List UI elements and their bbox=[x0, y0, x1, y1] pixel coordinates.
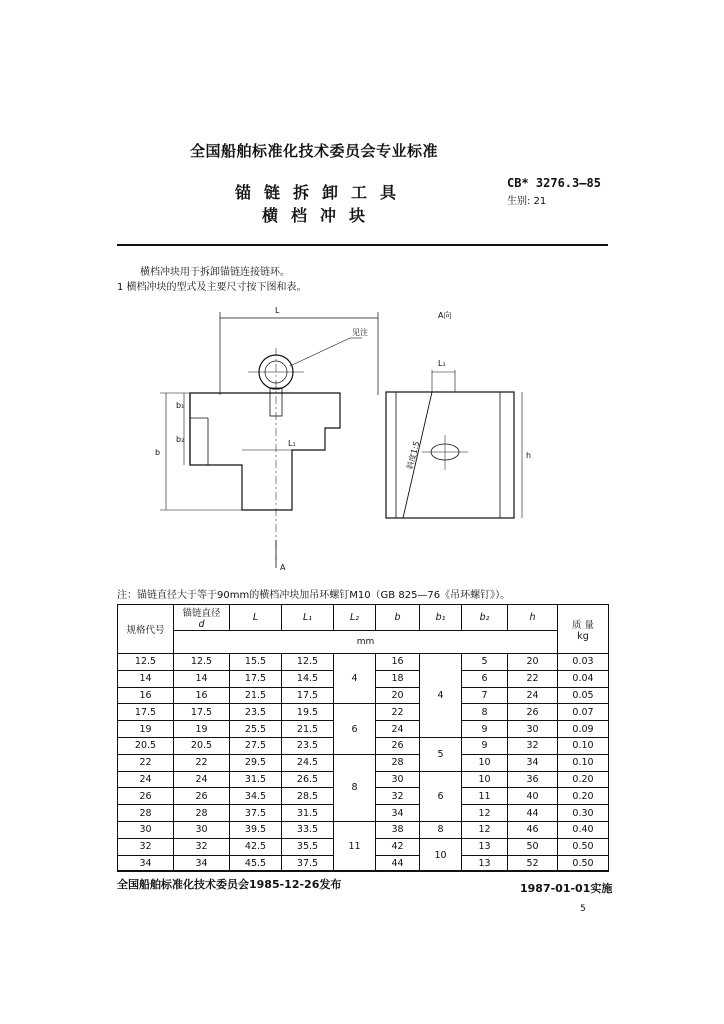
cell-kg: 0.10 bbox=[558, 737, 609, 754]
cell-L: 37.5 bbox=[230, 805, 282, 822]
technical-drawing bbox=[150, 300, 550, 585]
cell-code: 19 bbox=[118, 721, 174, 738]
cell-code: 30 bbox=[118, 821, 174, 838]
cell-L1: 24.5 bbox=[282, 754, 334, 771]
cell-code: 20.5 bbox=[118, 737, 174, 754]
cell-d: 16 bbox=[174, 687, 230, 704]
fig-label-b1: b₁ bbox=[176, 401, 185, 410]
cell-b: 44 bbox=[376, 855, 420, 872]
side-outline bbox=[386, 392, 514, 518]
cell-h: 52 bbox=[508, 855, 558, 872]
section-1-paragraph: 1 横档冲块的型式及主要尺寸按下图和表。 bbox=[117, 282, 307, 293]
cell-h: 24 bbox=[508, 687, 558, 704]
th-b1: b₁ bbox=[420, 605, 462, 631]
cell-L1: 28.5 bbox=[282, 788, 334, 805]
table-row bbox=[118, 821, 609, 838]
cell-b1: 10 bbox=[420, 838, 462, 872]
fig-label-L1b: L₁ bbox=[438, 359, 446, 368]
cell-L1: 21.5 bbox=[282, 721, 334, 738]
cell-d: 34 bbox=[174, 855, 230, 872]
table-row bbox=[118, 704, 609, 721]
cell-L: 17.5 bbox=[230, 670, 282, 687]
cell-code: 16 bbox=[118, 687, 174, 704]
cell-d: 26 bbox=[174, 788, 230, 805]
cell-code: 32 bbox=[118, 838, 174, 855]
front-view bbox=[160, 312, 378, 568]
cell-L2: 6 bbox=[334, 704, 376, 754]
cell-b2: 13 bbox=[462, 855, 508, 872]
table-row bbox=[118, 754, 609, 771]
cell-b1: 5 bbox=[420, 737, 462, 771]
cell-d: 19 bbox=[174, 721, 230, 738]
cell-code: 14 bbox=[118, 670, 174, 687]
cell-d: 28 bbox=[174, 805, 230, 822]
cell-kg: 0.20 bbox=[558, 788, 609, 805]
cell-b1: 4 bbox=[420, 654, 462, 738]
front-outline bbox=[190, 393, 340, 510]
figure-note: 注：锚链直径大于等于90mm的横档冲块加吊环螺钉M10（GB 825—76《吊环螺钉》）。 bbox=[117, 590, 511, 601]
th-h: h bbox=[508, 605, 558, 631]
cell-kg: 0.10 bbox=[558, 754, 609, 771]
page-number: 5 bbox=[580, 904, 586, 914]
cell-b1: 6 bbox=[420, 771, 462, 821]
fig-label-view: A向 bbox=[438, 311, 452, 320]
cell-code: 24 bbox=[118, 771, 174, 788]
cell-L1: 35.5 bbox=[282, 838, 334, 855]
cell-b: 38 bbox=[376, 821, 420, 838]
cell-h: 44 bbox=[508, 805, 558, 822]
cell-b: 28 bbox=[376, 754, 420, 771]
cell-L1: 33.5 bbox=[282, 821, 334, 838]
cell-code: 34 bbox=[118, 855, 174, 872]
intro-paragraph: 横档冲块用于拆卸锚链连接链环。 bbox=[140, 267, 290, 278]
cell-b2: 11 bbox=[462, 788, 508, 805]
cell-kg: 0.20 bbox=[558, 771, 609, 788]
cell-b: 24 bbox=[376, 721, 420, 738]
cell-b: 20 bbox=[376, 687, 420, 704]
cell-L: 25.5 bbox=[230, 721, 282, 738]
cell-L2: 8 bbox=[334, 754, 376, 821]
org-standard-title: 全国船舶标准化技术委员会专业标准 bbox=[190, 142, 439, 160]
cell-d: 24 bbox=[174, 771, 230, 788]
cell-code: 28 bbox=[118, 805, 174, 822]
cell-kg: 0.09 bbox=[558, 721, 609, 738]
effective-date: 1987-01-01实施 bbox=[520, 882, 613, 895]
cell-L1: 14.5 bbox=[282, 670, 334, 687]
cell-L: 27.5 bbox=[230, 737, 282, 754]
cell-b2: 12 bbox=[462, 821, 508, 838]
cell-d: 12.5 bbox=[174, 654, 230, 671]
cell-b: 26 bbox=[376, 737, 420, 754]
cell-kg: 0.50 bbox=[558, 855, 609, 872]
th-b: b bbox=[376, 605, 420, 631]
cell-h: 22 bbox=[508, 670, 558, 687]
cell-L: 21.5 bbox=[230, 687, 282, 704]
cell-h: 20 bbox=[508, 654, 558, 671]
cell-code: 26 bbox=[118, 788, 174, 805]
cell-L1: 26.5 bbox=[282, 771, 334, 788]
cell-b: 32 bbox=[376, 788, 420, 805]
cell-h: 36 bbox=[508, 771, 558, 788]
cell-b2: 7 bbox=[462, 687, 508, 704]
cell-L: 15.5 bbox=[230, 654, 282, 671]
fig-label-A: A bbox=[280, 563, 286, 572]
cell-b2: 6 bbox=[462, 670, 508, 687]
cell-h: 40 bbox=[508, 788, 558, 805]
cell-L: 23.5 bbox=[230, 704, 282, 721]
cell-code: 12.5 bbox=[118, 654, 174, 671]
cell-b2: 5 bbox=[462, 654, 508, 671]
doc-title-line2: 横档冲块 bbox=[262, 206, 379, 225]
th-b2: b₂ bbox=[462, 605, 508, 631]
cell-b2: 8 bbox=[462, 704, 508, 721]
cell-L: 39.5 bbox=[230, 821, 282, 838]
cell-L1: 12.5 bbox=[282, 654, 334, 671]
cell-h: 30 bbox=[508, 721, 558, 738]
cell-kg: 0.07 bbox=[558, 704, 609, 721]
cell-kg: 0.05 bbox=[558, 687, 609, 704]
cell-L2: 11 bbox=[334, 821, 376, 871]
cell-h: 34 bbox=[508, 754, 558, 771]
th-L2: L₂ bbox=[334, 605, 376, 631]
cell-d: 20.5 bbox=[174, 737, 230, 754]
cell-L1: 17.5 bbox=[282, 687, 334, 704]
cell-L: 31.5 bbox=[230, 771, 282, 788]
cell-b: 16 bbox=[376, 654, 420, 671]
cell-d: 22 bbox=[174, 754, 230, 771]
th-L1: L₁ bbox=[282, 605, 334, 631]
cell-b: 18 bbox=[376, 670, 420, 687]
fig-label-slope: 斜度1:5 bbox=[405, 440, 422, 471]
th-mass: 质 量 kg bbox=[558, 605, 609, 654]
fig-label-note: 见注 bbox=[352, 328, 368, 337]
cell-kg: 0.04 bbox=[558, 670, 609, 687]
footer-rule bbox=[117, 870, 608, 872]
cell-code: 17.5 bbox=[118, 704, 174, 721]
cell-b: 30 bbox=[376, 771, 420, 788]
cell-L1: 23.5 bbox=[282, 737, 334, 754]
cell-b1: 8 bbox=[420, 821, 462, 838]
cell-d: 30 bbox=[174, 821, 230, 838]
cell-kg: 0.30 bbox=[558, 805, 609, 822]
issued-date: 全国船舶标准化技术委员会1985-12-26发布 bbox=[117, 878, 342, 891]
table-row bbox=[118, 654, 609, 671]
cell-b2: 9 bbox=[462, 721, 508, 738]
cell-L1: 31.5 bbox=[282, 805, 334, 822]
cell-kg: 0.03 bbox=[558, 654, 609, 671]
cell-kg: 0.50 bbox=[558, 838, 609, 855]
cell-L1: 19.5 bbox=[282, 704, 334, 721]
fig-label-L: L bbox=[275, 306, 280, 315]
cell-h: 32 bbox=[508, 737, 558, 754]
classification: 生别: 21 bbox=[507, 196, 547, 207]
cell-L: 45.5 bbox=[230, 855, 282, 872]
cell-b: 42 bbox=[376, 838, 420, 855]
spec-table bbox=[117, 604, 609, 872]
cell-kg: 0.40 bbox=[558, 821, 609, 838]
standard-code: CB* 3276.3—85 bbox=[507, 176, 601, 190]
cell-d: 17.5 bbox=[174, 704, 230, 721]
fig-label-L1: L₁ bbox=[288, 439, 296, 448]
cell-L: 34.5 bbox=[230, 788, 282, 805]
cell-L: 29.5 bbox=[230, 754, 282, 771]
cell-b: 22 bbox=[376, 704, 420, 721]
cell-b: 34 bbox=[376, 805, 420, 822]
th-code: 规格代号 bbox=[118, 605, 174, 654]
fig-label-b: b bbox=[155, 448, 161, 457]
cell-b2: 13 bbox=[462, 838, 508, 855]
cell-b2: 12 bbox=[462, 805, 508, 822]
fig-label-h: h bbox=[526, 451, 532, 460]
cell-b2: 10 bbox=[462, 754, 508, 771]
th-d: 锚链直径 d bbox=[174, 605, 230, 631]
cell-h: 26 bbox=[508, 704, 558, 721]
cell-h: 46 bbox=[508, 821, 558, 838]
side-view-A bbox=[386, 370, 522, 518]
th-unit: mm bbox=[174, 631, 558, 654]
cell-code: 22 bbox=[118, 754, 174, 771]
cell-L2: 4 bbox=[334, 654, 376, 704]
cell-b2: 9 bbox=[462, 737, 508, 754]
cell-L1: 37.5 bbox=[282, 855, 334, 872]
doc-title-line1: 锚链拆卸工具 bbox=[235, 183, 410, 202]
cell-L: 42.5 bbox=[230, 838, 282, 855]
cell-d: 32 bbox=[174, 838, 230, 855]
th-L: L bbox=[230, 605, 282, 631]
fig-label-b2: b₂ bbox=[176, 435, 185, 444]
cell-b2: 10 bbox=[462, 771, 508, 788]
cell-d: 14 bbox=[174, 670, 230, 687]
cell-h: 50 bbox=[508, 838, 558, 855]
header-rule bbox=[117, 244, 608, 246]
